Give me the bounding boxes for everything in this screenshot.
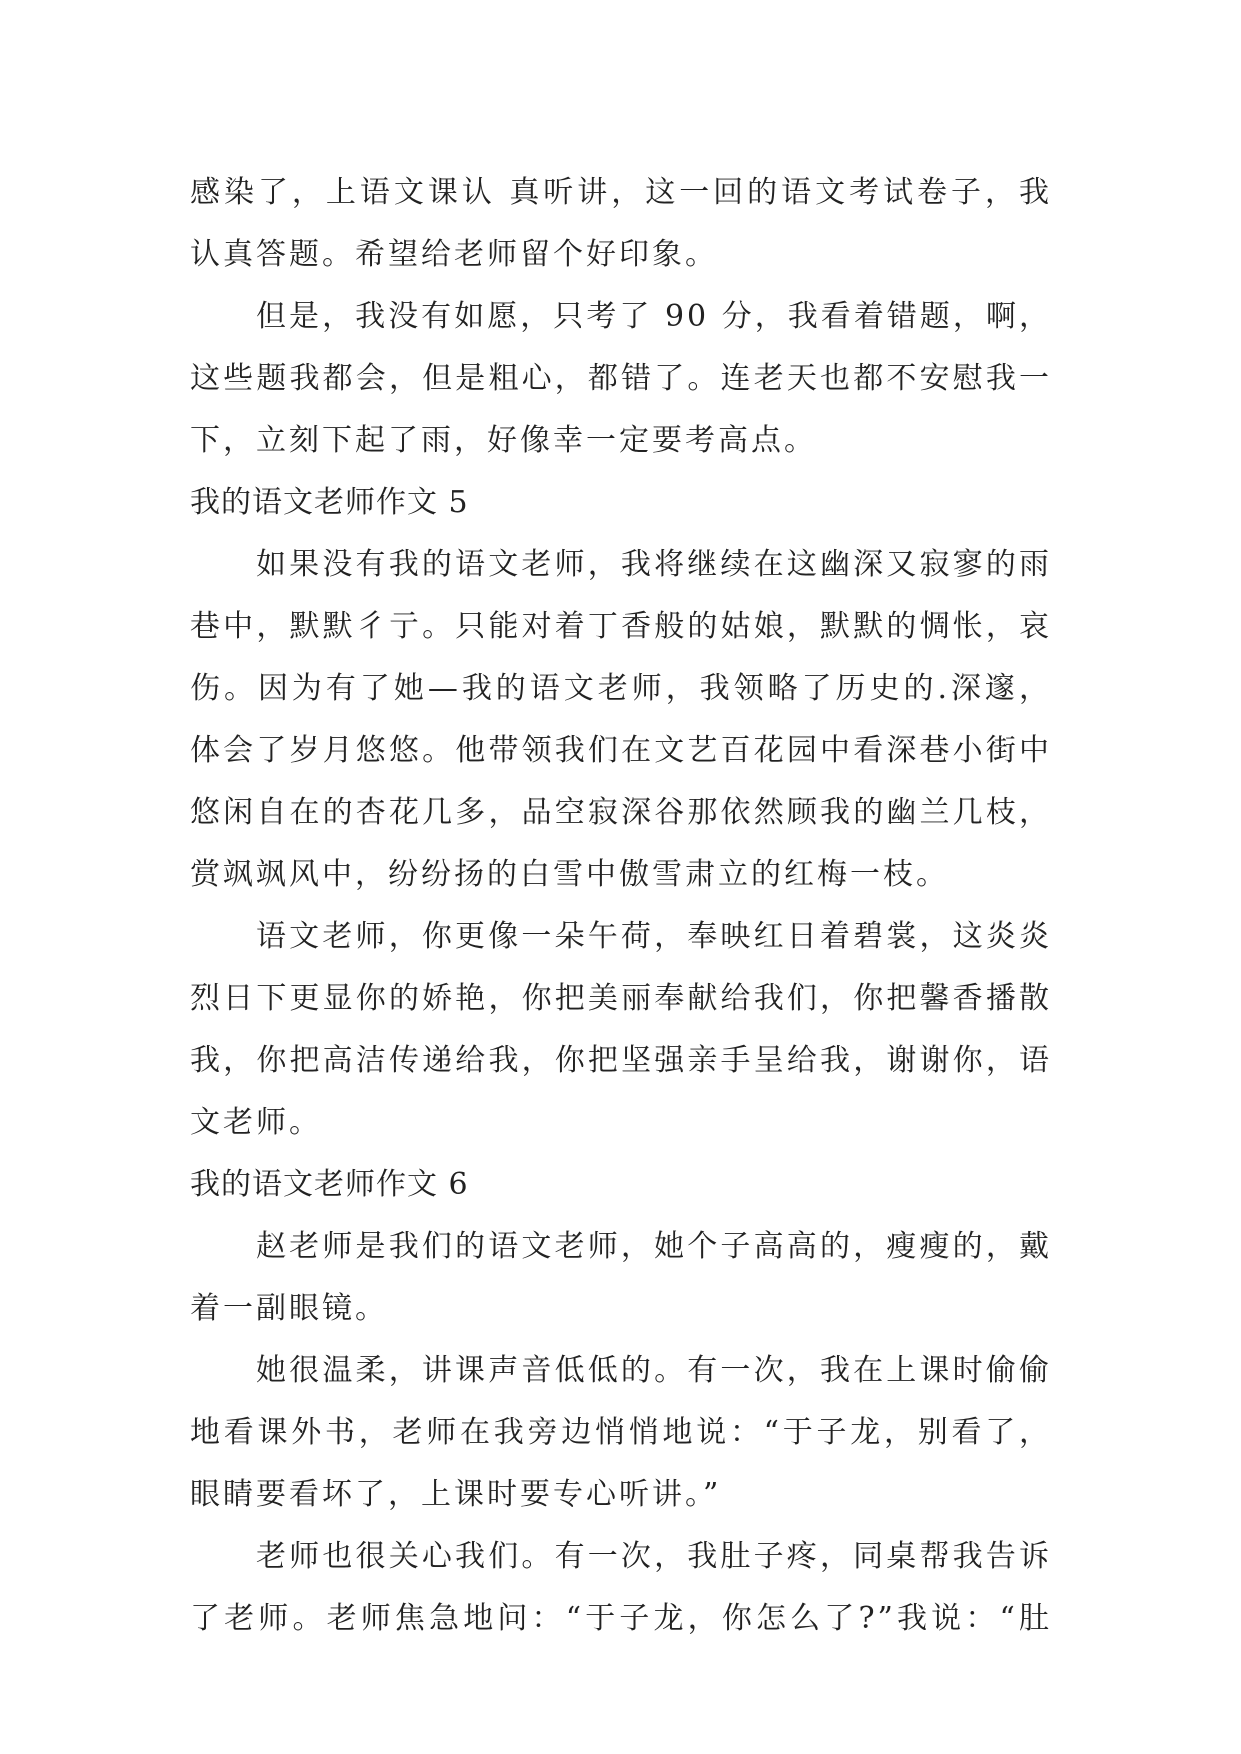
text-line: 烈日下更显你的娇艳，你把美丽奉献给我们，你把馨香播散 (190, 981, 1052, 1016)
text-line: 着一副眼镜。 (190, 1291, 388, 1326)
text-line: 但是，我没有如愿，只考了 90 分，我看着错题，啊， (256, 299, 1052, 334)
text-line: 伤。因为有了她—我的语文老师，我领略了历史的.深邃， (190, 671, 1052, 706)
text-line: 文老师。 (190, 1105, 322, 1140)
section-heading: 我的语文老师作文 5 (190, 485, 469, 520)
text-line: 体会了岁月悠悠。他带领我们在文艺百花园中看深巷小街中 (190, 733, 1052, 768)
text-line: 我，你把高洁传递给我，你把坚强亲手呈给我，谢谢你，语 (190, 1043, 1052, 1078)
text-line: 下，立刻下起了雨，好像幸一定要考高点。 (190, 423, 817, 458)
document-page (190, 162, 1052, 1650)
text-line: 老师也很关心我们。有一次，我肚子疼，同桌帮我告诉 (256, 1539, 1052, 1574)
text-line: 这些题我都会，但是粗心，都错了。连老天也都不安慰我一 (190, 361, 1052, 396)
section-heading: 我的语文老师作文 6 (190, 1167, 469, 1202)
text-line: 悠闲自在的杏花几多，品空寂深谷那依然顾我的幽兰几枝， (190, 795, 1052, 830)
text-line: 赵老师是我们的语文老师，她个子高高的，瘦瘦的，戴 (256, 1229, 1052, 1264)
text-line: 巷中，默默彳亍。只能对着丁香般的姑娘，默默的惆怅，哀 (190, 609, 1052, 644)
text-line: 认真答题。希望给老师留个好印象。 (190, 237, 718, 272)
text-line: 了老师。老师焦急地问：“于子龙，你怎么了?”我说：“肚 (190, 1601, 1052, 1636)
text-line: 语文老师，你更像一朵午荷，奉映红日着碧裳，这炎炎 (256, 919, 1052, 954)
text-line: 眼睛要看坏了，上课时要专心听讲。” (190, 1477, 722, 1512)
text-line: 地看课外书，老师在我旁边悄悄地说：“于子龙，别看了， (190, 1415, 1052, 1450)
text-line: 如果没有我的语文老师，我将继续在这幽深又寂寥的雨 (256, 547, 1052, 582)
text-line: 她很温柔，讲课声音低低的。有一次，我在上课时偷偷 (256, 1353, 1052, 1388)
text-line: 感染了，上语文课认 真听讲，这一回的语文考试卷子，我 (190, 175, 1052, 210)
text-line: 赏飒飒风中，纷纷扬的白雪中傲雪肃立的红梅一枝。 (190, 857, 949, 892)
